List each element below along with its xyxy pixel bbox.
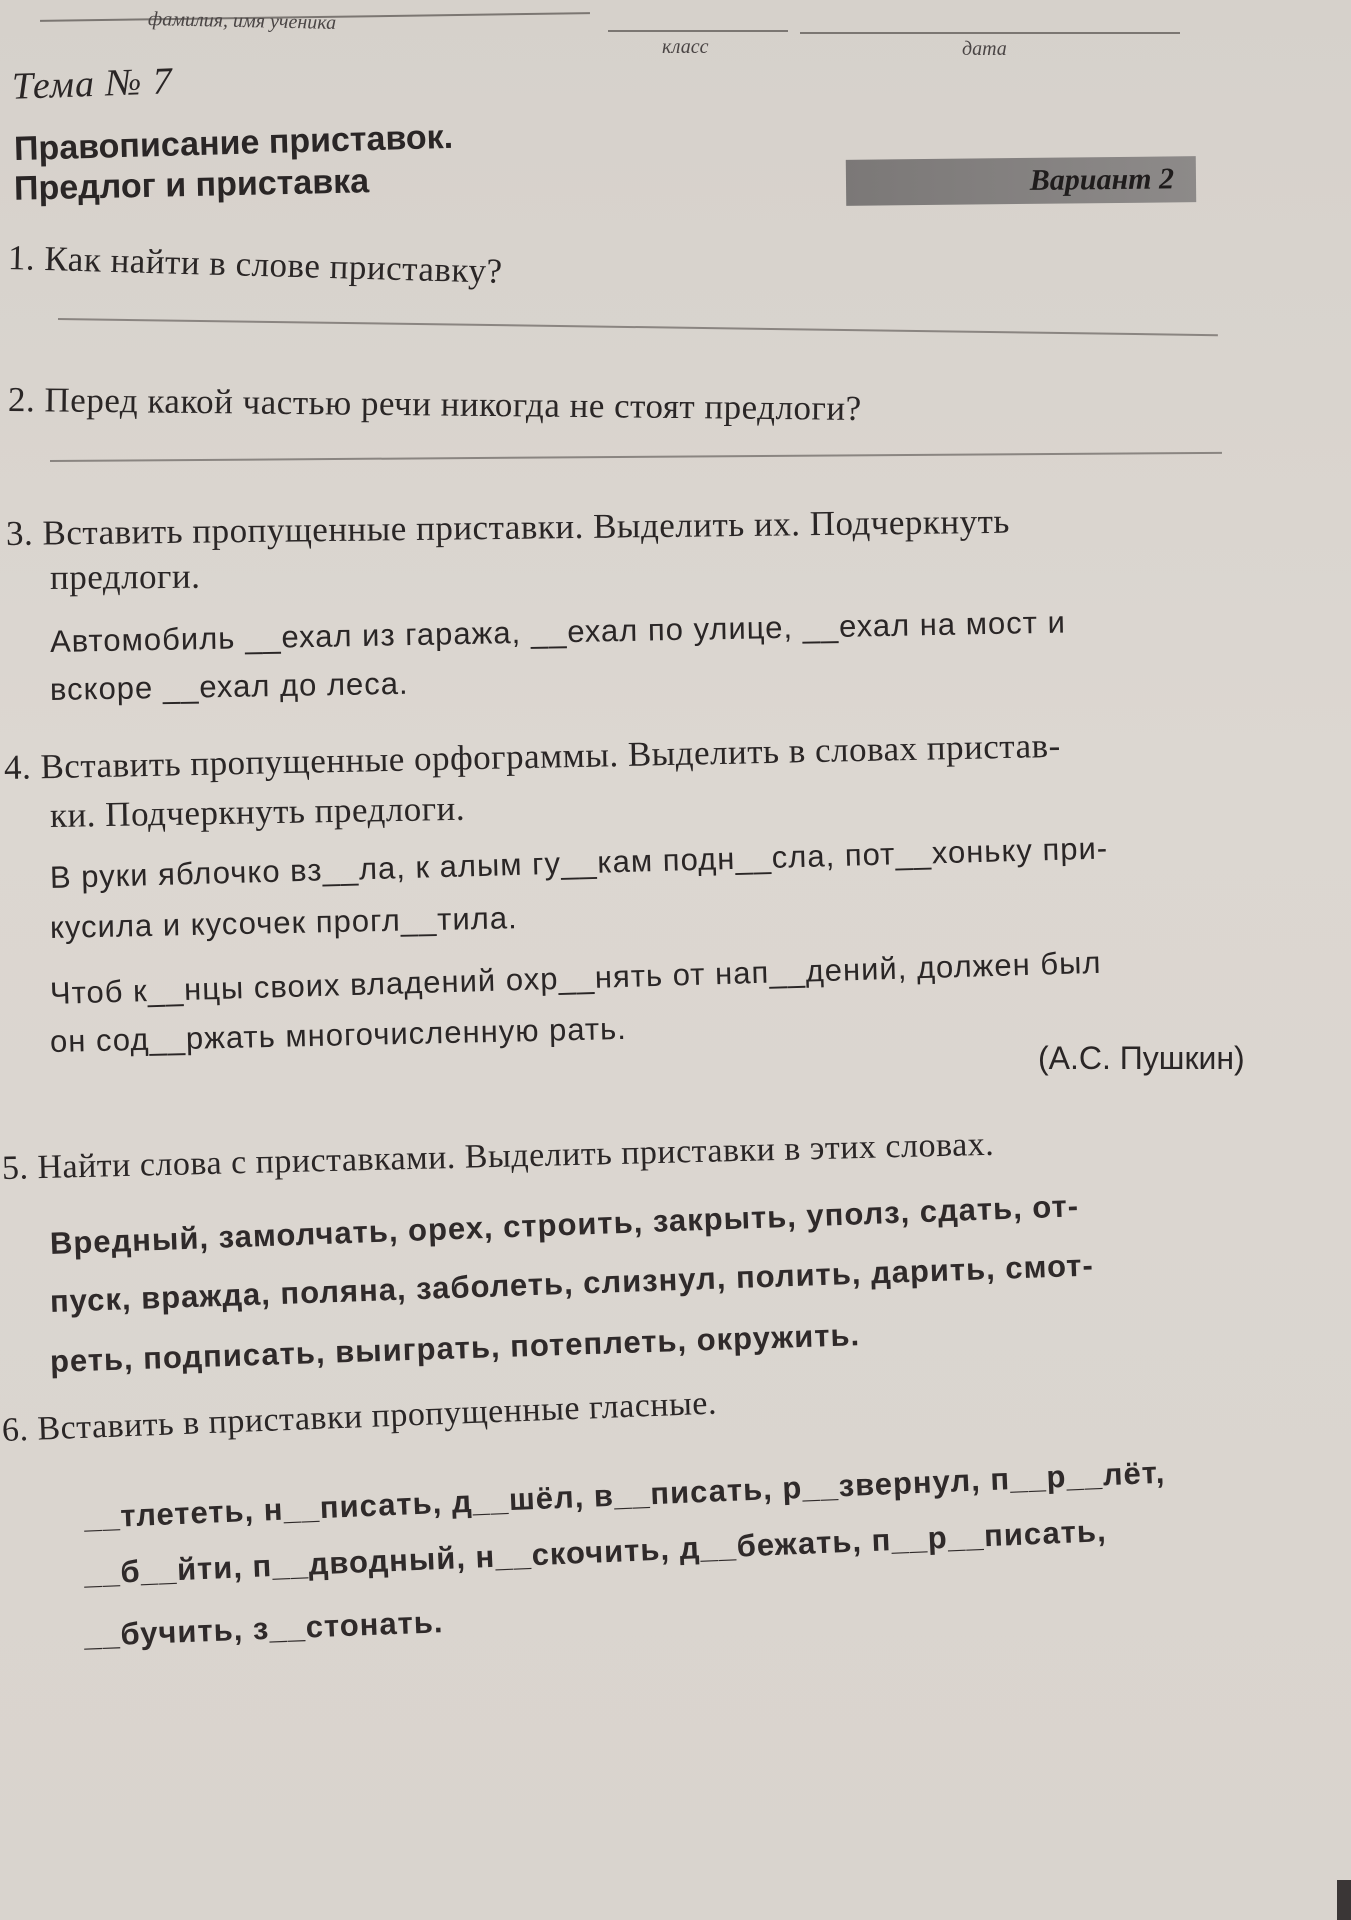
class-caption: класс [662, 36, 709, 58]
date-caption: дата [962, 38, 1007, 60]
exercise-4-text-line2: кусила и кусочек прогл__тила. [49, 900, 518, 945]
question-3-line2: предлоги. [49, 556, 201, 597]
exercise-6-text-line3: __бучить, з__стонать. [83, 1604, 445, 1653]
question-4-line1: 4. Вставить пропущенные орфограммы. Выделить в словах пристав- [3, 725, 1062, 787]
class-line [608, 30, 788, 32]
page-edge-shadow [1337, 1880, 1351, 1920]
question-2: 2. Перед какой частью речи никогда не стоят предлоги? [7, 380, 862, 428]
question-6-line1: 6. Вставить в приставки пропущенные гласные. [1, 1384, 718, 1449]
question-4-line2: ки. Подчеркнуть предлоги. [49, 788, 466, 835]
answer-line-2 [50, 452, 1222, 462]
question-1: 1. Как найти в слове приставку? [7, 238, 504, 291]
exercise-5-text-line3: реть, подписать, выиграть, потеплеть, окружить. [49, 1317, 861, 1379]
topic-number: Тема № 7 [11, 60, 174, 108]
page-title-line2: Предлог и приставка [13, 162, 370, 208]
exercise-6-text-line1: __тлететь, н__писать, д__шёл, в__писать, р__звернул, п__р__лёт, [83, 1454, 1166, 1535]
exercise-4-text-line3: Чтоб к__нцы своих владений охр__нять от нап__дений, должен был [49, 944, 1102, 1011]
page-title-line1: Правописание приставок. [13, 117, 454, 169]
exercise-6-text-line2: __б__йти, п__дводный, н__скочить, д__бежать, п__р__писать, [83, 1513, 1108, 1591]
variant-badge [846, 156, 1196, 206]
answer-line-1 [58, 318, 1218, 336]
date-line [800, 32, 1180, 34]
question-3-line1: 3. Вставить пропущенные приставки. Выделить их. Подчеркнуть [5, 501, 1011, 553]
exercise-5-text-line1: Вредный, замолчать, орех, строить, закрыть, уполз, сдать, от- [49, 1188, 1080, 1261]
student-name-caption: фамилия, имя ученика [147, 8, 337, 34]
exercise-4-text-line4: он сод__ржать многочисленную рать. [49, 1010, 628, 1059]
question-5-line1: 5. Найти слова с приставками. Выделить приставки в этих словах. [1, 1125, 995, 1187]
variant-label: Вариант 2 [1029, 162, 1175, 197]
exercise-4-text-line1: В руки яблочко вз__ла, к алым гу__кам подн__сла, пот__хоньку при- [49, 830, 1109, 895]
exercise-3-text-line1: Автомобиль __ехал из гаража, __ехал по улице, __ехал на мост и [49, 604, 1067, 659]
quote-author: (А.С. Пушкин) [1038, 1040, 1245, 1076]
exercise-3-text-line2: вскоре __ехал до леса. [49, 665, 409, 707]
exercise-5-text-line2: пуск, вражда, поляна, заболеть, слизнул, полить, дарить, смот- [49, 1247, 1095, 1319]
